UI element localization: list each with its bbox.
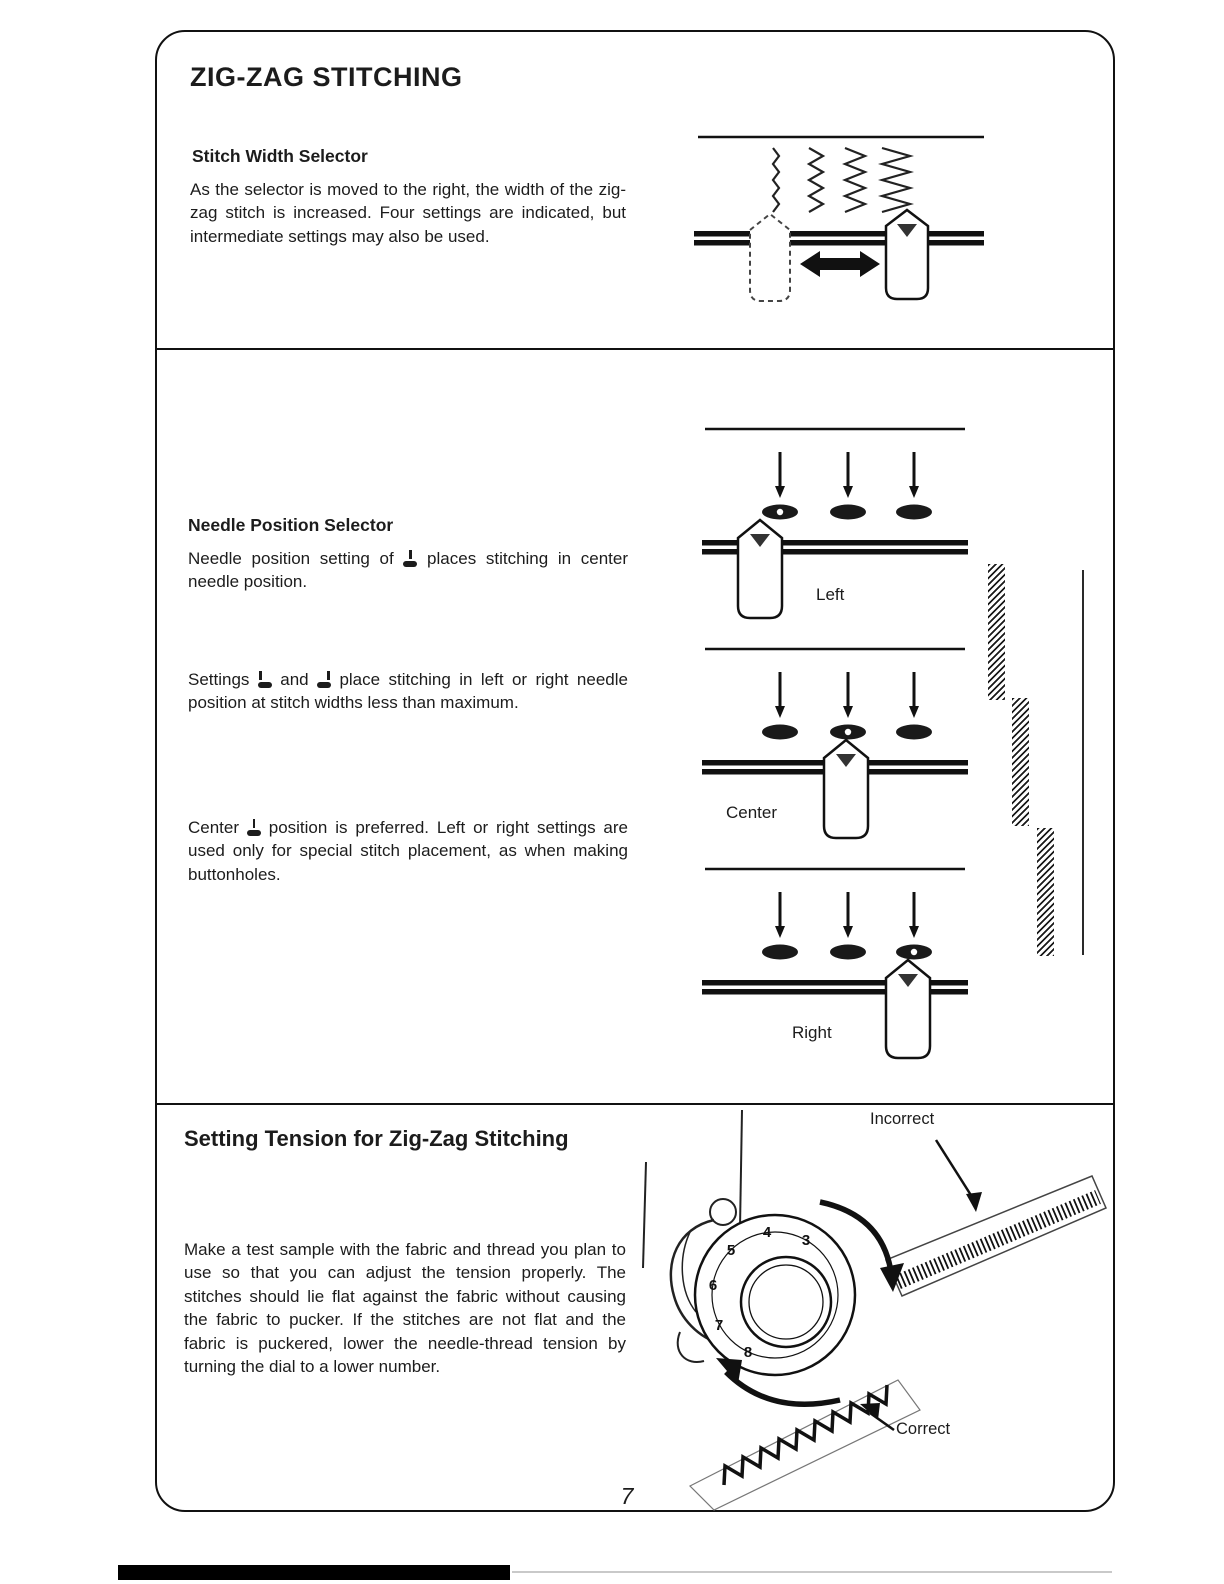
left-position-stitch-sample	[988, 564, 1005, 700]
dial-number: 3	[801, 1232, 811, 1249]
needle-position-paragraph-3	[188, 816, 628, 886]
stitch-width-paragraph: As the selector is moved to the right, the width of the zig-zag stitch is increased. Four settings are indicated, but intermediate settings may also be used.	[190, 180, 626, 246]
needle-position-paragraph-2	[188, 668, 628, 715]
page-title: ZIG-ZAG STITCHING	[190, 62, 463, 92]
needle-drop-arrows	[775, 892, 919, 938]
needle-position-left-illustration	[700, 420, 980, 640]
paragraph-text: Center	[188, 818, 240, 837]
paragraph-text: position is preferred. Left or right settings are used only for special stitch placement, as when making buttonholes.	[188, 818, 628, 884]
label-correct: Correct	[896, 1420, 951, 1438]
needle-position-right-illustration	[700, 860, 980, 1075]
fabric-edge-line	[1082, 570, 1084, 955]
needle-position-center-icon	[403, 550, 417, 567]
scan-artifact-line	[512, 1571, 1112, 1573]
needle-position-center-illustration	[700, 640, 980, 860]
needle-position-right-icon	[317, 671, 331, 688]
paragraph-text: Needle position setting of	[188, 549, 394, 568]
right-position-stitch-sample	[1037, 828, 1054, 956]
center-position-stitch-sample	[1012, 698, 1029, 826]
dial-number: 8	[743, 1344, 753, 1361]
needle-position-left-icon	[258, 671, 272, 688]
needle-slots	[762, 725, 932, 740]
zigzag-width-samples	[773, 148, 910, 212]
tension-heading: Setting Tension for Zig-Zag Stitching	[184, 1126, 569, 1151]
label-right: Right	[792, 1023, 832, 1042]
width-selector-track	[694, 231, 984, 246]
page-number: 7	[599, 1483, 655, 1510]
label-left: Left	[816, 585, 845, 604]
correct-stitch-sample	[690, 1380, 920, 1510]
dial-number: 5	[726, 1242, 736, 1259]
stitch-width-heading: Stitch Width Selector	[192, 146, 368, 166]
selector-knob	[886, 960, 930, 1058]
needle-slots	[762, 505, 932, 520]
label-incorrect: Incorrect	[870, 1110, 935, 1128]
needle-drop-arrows	[775, 452, 919, 498]
scan-artifact-bar	[118, 1565, 510, 1580]
needle-position-center-icon	[247, 819, 261, 836]
needle-position-paragraph-1	[188, 547, 628, 594]
paragraph-text: places stitching in center needle position.	[188, 549, 629, 592]
dial-number: 6	[708, 1277, 718, 1294]
width-selector-knob	[886, 210, 928, 299]
width-selector-knob-ghost	[750, 214, 790, 301]
paragraph-text: place stitching in left or right needle position at stitch widths less than maximum.	[188, 670, 628, 713]
dial-number: 7	[714, 1317, 724, 1334]
incorrect-pointer-arrow	[936, 1140, 974, 1200]
thread-right	[740, 1110, 742, 1228]
tension-illustration	[630, 1100, 1110, 1512]
section-divider-1	[157, 348, 1113, 350]
tension-paragraph: Make a test sample with the fabric and thread you plan to use so that you can adjust the tension properly. The stitches should lie flat against the fabric without causing the fabric to pucker. If the stitches are not flat and the fabric is puckered, lower the needle-thread tension by turning the dial to a lower number.	[184, 1240, 626, 1377]
stitch-width-illustration	[668, 118, 990, 318]
tension-dial	[695, 1215, 855, 1375]
move-right-arrow-icon	[800, 251, 880, 277]
needle-position-heading: Needle Position Selector	[188, 515, 394, 535]
dial-number: 4	[762, 1224, 772, 1241]
paragraph-text: Settings	[188, 670, 250, 689]
incorrect-stitch-sample	[886, 1140, 1106, 1296]
thread-left	[643, 1162, 646, 1268]
selector-knob	[738, 520, 782, 618]
needle-drop-arrows	[775, 672, 919, 718]
stepped-stitch-samples	[983, 558, 1093, 963]
paragraph-text: and	[280, 670, 309, 689]
label-center: Center	[726, 803, 778, 822]
needle-slots	[762, 945, 932, 960]
selector-knob	[824, 740, 868, 838]
